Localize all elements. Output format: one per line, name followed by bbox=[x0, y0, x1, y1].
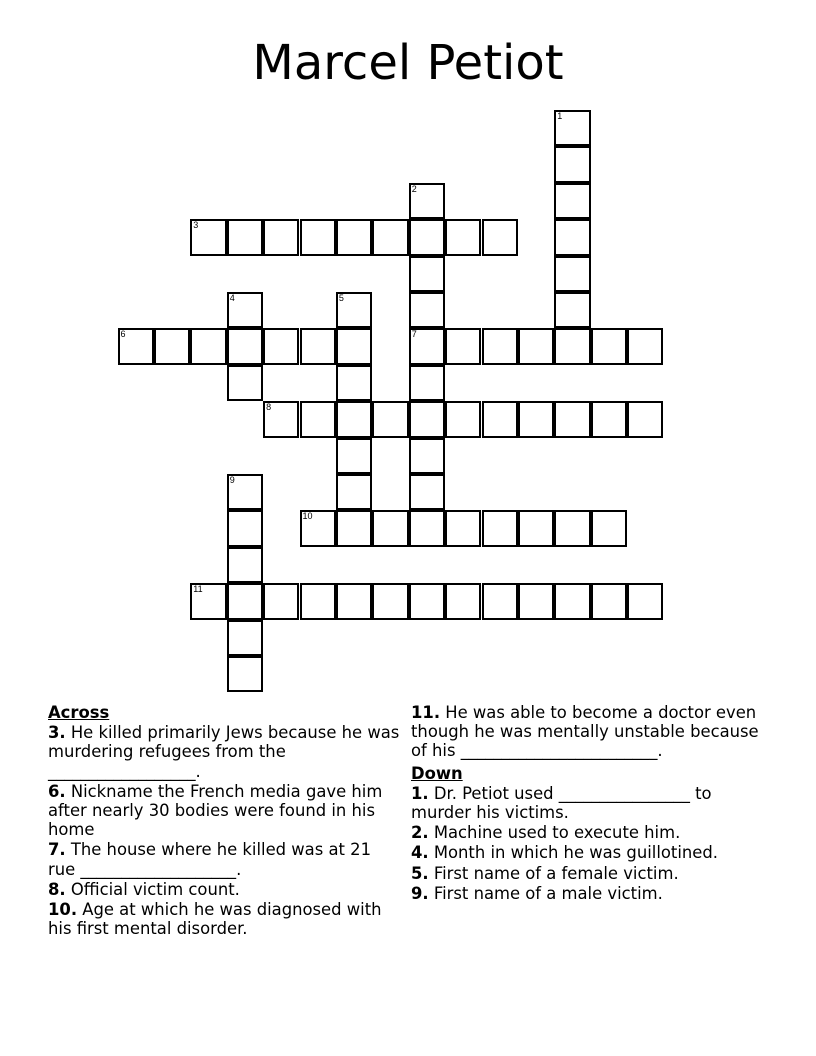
grid-cell[interactable] bbox=[118, 328, 154, 364]
across-clue-3: 3. He killed primarily Jews because he was murdering refugees from the __________________. bbox=[48, 723, 400, 781]
grid-cell[interactable] bbox=[372, 510, 408, 546]
grid-cell[interactable] bbox=[263, 219, 299, 255]
grid-cell[interactable] bbox=[409, 510, 445, 546]
grid-cell[interactable] bbox=[445, 510, 481, 546]
grid-cell[interactable] bbox=[227, 365, 263, 401]
grid-cell[interactable] bbox=[409, 256, 445, 292]
grid-cell[interactable] bbox=[518, 510, 554, 546]
grid-cell[interactable] bbox=[554, 401, 590, 437]
grid-cell[interactable] bbox=[336, 328, 372, 364]
grid-cell[interactable] bbox=[227, 510, 263, 546]
grid-cell[interactable] bbox=[482, 583, 518, 619]
grid-cell[interactable] bbox=[372, 219, 408, 255]
grid-cell[interactable] bbox=[263, 583, 299, 619]
grid-cell[interactable] bbox=[518, 583, 554, 619]
grid-cell[interactable] bbox=[627, 401, 663, 437]
grid-cell[interactable] bbox=[409, 438, 445, 474]
grid-cell[interactable] bbox=[227, 474, 263, 510]
grid-cell[interactable] bbox=[554, 583, 590, 619]
grid-cell[interactable] bbox=[227, 328, 263, 364]
down-clue-4: 4. Month in which he was guillotined. bbox=[411, 843, 718, 863]
grid-cell[interactable] bbox=[554, 146, 590, 182]
grid-cell[interactable] bbox=[445, 219, 481, 255]
grid-cell[interactable] bbox=[154, 328, 190, 364]
grid-cell[interactable] bbox=[300, 583, 336, 619]
grid-cell[interactable] bbox=[591, 510, 627, 546]
grid-cell[interactable] bbox=[554, 328, 590, 364]
grid-cell[interactable] bbox=[409, 219, 445, 255]
grid-cell[interactable] bbox=[518, 328, 554, 364]
grid-cell[interactable] bbox=[627, 583, 663, 619]
grid-cell[interactable] bbox=[409, 583, 445, 619]
grid-cell[interactable] bbox=[554, 219, 590, 255]
grid-cell[interactable] bbox=[336, 401, 372, 437]
cell-number: 5 bbox=[338, 293, 344, 303]
down-clue-1: 1. Dr. Petiot used ________________ to murder his victims. bbox=[411, 783, 712, 823]
grid-cell[interactable] bbox=[591, 583, 627, 619]
grid-cell[interactable] bbox=[300, 219, 336, 255]
down-clue-5: 5. First name of a female victim. bbox=[411, 863, 679, 883]
grid-cell[interactable] bbox=[336, 365, 372, 401]
across-clue-11: 11. He was able to become a doctor even though he was mentally unstable because of his ________________________. bbox=[411, 703, 759, 761]
grid-cell[interactable] bbox=[227, 583, 263, 619]
clues-left-column bbox=[48, 703, 400, 938]
grid-cell[interactable] bbox=[300, 401, 336, 437]
down-clue-9: 9. First name of a male victim. bbox=[411, 883, 663, 903]
grid-cell[interactable] bbox=[627, 328, 663, 364]
grid-cell[interactable] bbox=[190, 583, 226, 619]
down-clue-2: 2. Machine used to execute him. bbox=[411, 823, 681, 843]
grid-cell[interactable] bbox=[336, 438, 372, 474]
grid-cell[interactable] bbox=[482, 328, 518, 364]
across-clue-10: 10. Age at which he was diagnosed with his first mental disorder. bbox=[48, 900, 382, 939]
grid-cell[interactable] bbox=[445, 328, 481, 364]
puzzle-title: Marcel Petiot bbox=[252, 35, 564, 91]
cell-number: 2 bbox=[411, 183, 417, 194]
grid-cell[interactable] bbox=[227, 219, 263, 255]
cell-number: 9 bbox=[229, 475, 235, 485]
grid-cell[interactable] bbox=[190, 328, 226, 364]
grid-cell[interactable] bbox=[336, 474, 372, 510]
clues-right-column bbox=[411, 703, 771, 903]
grid-cell[interactable] bbox=[591, 328, 627, 364]
grid-cell[interactable] bbox=[518, 401, 554, 437]
cell-number: 11 bbox=[193, 584, 203, 595]
grid-cell[interactable] bbox=[227, 292, 263, 328]
across-heading: Across bbox=[48, 703, 110, 722]
grid-cell[interactable] bbox=[591, 401, 627, 437]
cell-number: 7 bbox=[411, 329, 417, 340]
across-clue-6: 6. Nickname the French media gave him after nearly 30 bodies were found in his home bbox=[48, 781, 383, 840]
grid-cell[interactable] bbox=[336, 292, 372, 328]
grid-cell[interactable] bbox=[482, 510, 518, 546]
cell-number: 1 bbox=[557, 111, 563, 121]
across-clue-7: 7. The house where he killed was at 21 rue ___________________. bbox=[48, 840, 372, 879]
cell-number: 10 bbox=[302, 511, 313, 522]
grid-cell[interactable] bbox=[482, 401, 518, 437]
grid-cell[interactable] bbox=[554, 256, 590, 292]
cell-number: 8 bbox=[266, 402, 272, 413]
grid-cell[interactable] bbox=[263, 401, 299, 437]
grid-cell[interactable] bbox=[445, 583, 481, 619]
grid-cell[interactable] bbox=[409, 328, 445, 364]
grid-cell[interactable] bbox=[409, 183, 445, 219]
grid-cell[interactable] bbox=[300, 510, 336, 546]
grid-cell[interactable] bbox=[554, 110, 590, 146]
grid-cell[interactable] bbox=[554, 510, 590, 546]
grid-cell[interactable] bbox=[482, 219, 518, 255]
grid-cell[interactable] bbox=[409, 292, 445, 328]
grid-cell[interactable] bbox=[372, 401, 408, 437]
cell-number: 6 bbox=[120, 329, 126, 340]
grid-cell[interactable] bbox=[300, 328, 336, 364]
grid-cell[interactable] bbox=[227, 656, 263, 692]
grid-cell[interactable] bbox=[409, 365, 445, 401]
grid-cell[interactable] bbox=[336, 219, 372, 255]
grid-cell[interactable] bbox=[336, 583, 372, 619]
across-clue-8: 8. Official victim count. bbox=[48, 879, 240, 899]
cell-number: 3 bbox=[193, 220, 199, 231]
down-heading: Down bbox=[411, 763, 463, 783]
grid-cell[interactable] bbox=[263, 328, 299, 364]
grid-cell[interactable] bbox=[227, 620, 263, 656]
grid-cell[interactable] bbox=[409, 474, 445, 510]
grid-cell[interactable] bbox=[554, 292, 590, 328]
grid-cell[interactable] bbox=[409, 401, 445, 437]
grid-cell[interactable] bbox=[372, 583, 408, 619]
grid-cell[interactable] bbox=[227, 547, 263, 583]
grid-cell[interactable] bbox=[190, 219, 226, 255]
cell-number: 4 bbox=[229, 293, 235, 303]
grid-cell[interactable] bbox=[554, 183, 590, 219]
grid-cell[interactable] bbox=[445, 401, 481, 437]
grid-cell[interactable] bbox=[336, 510, 372, 546]
